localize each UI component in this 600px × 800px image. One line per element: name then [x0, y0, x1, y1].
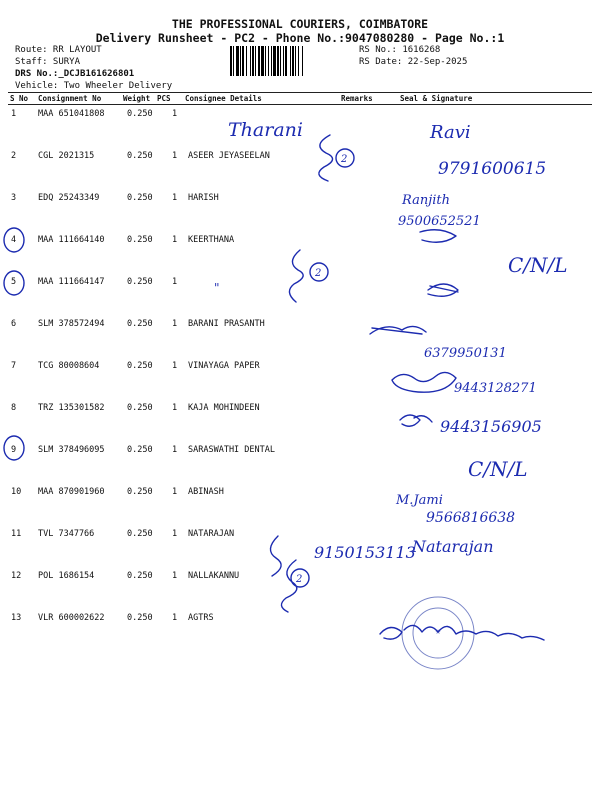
row-consignment: MAA 111664140 [38, 235, 105, 245]
row-sno: 13 [11, 613, 22, 623]
row-consignment: TRZ 135301582 [38, 403, 105, 413]
handwritten-phone-row6: 6379950131 [424, 346, 507, 361]
handwritten-phone-row11: 9150153113 [314, 543, 416, 562]
table-row [0, 235, 600, 276]
handwritten-signature-row3: Ranjith [402, 193, 450, 208]
col-consignment: Consignment No [38, 94, 102, 103]
row-pcs: 1 [172, 361, 178, 371]
handwritten-remark-row4: C/N/L [508, 253, 568, 277]
rs-number: RS No.: 1616268 [359, 45, 441, 55]
route-label: Route: RR LAYOUT [15, 45, 102, 55]
row-consignee: BARANI PRASANTH [188, 319, 265, 329]
col-weight: Weight [123, 94, 151, 103]
row-sno: 5 [11, 277, 17, 287]
row-weight: 0.250 [127, 109, 153, 119]
handwritten-phone-row10: 9566816638 [426, 510, 516, 526]
row-sno: 12 [11, 571, 22, 581]
col-seal-signature: Seal & Signature [400, 94, 473, 103]
row-consignee: SARASWATHI DENTAL [188, 445, 275, 455]
rs-date: RS Date: 22-Sep-2025 [359, 57, 468, 67]
col-consignee: Consignee Details [185, 94, 262, 103]
row-pcs: 1 [172, 109, 178, 119]
handwritten-phone-row2: 9791600615 [438, 159, 547, 179]
row-pcs: 1 [172, 487, 178, 497]
table-row [0, 445, 600, 486]
row-consignment: MAA 111664147 [38, 277, 105, 287]
row-sno: 4 [11, 235, 17, 245]
row-pcs: 1 [172, 151, 178, 161]
row-weight: 0.250 [127, 487, 153, 497]
handwritten-name-row1: Tharani [228, 119, 303, 141]
handwritten-phone-row7: 9443128271 [454, 381, 537, 396]
drs-number: DRS No.:_DCJB161626801 [15, 69, 135, 79]
table-row [0, 403, 600, 444]
row-consignment: MAA 870901960 [38, 487, 105, 497]
row-pcs: 1 [172, 235, 178, 245]
row-pcs: 1 [172, 445, 178, 455]
table-row [0, 193, 600, 234]
row-consignee: HARISH [188, 193, 219, 203]
row-consignment: SLM 378572494 [38, 319, 105, 329]
row-weight: 0.250 [127, 361, 153, 371]
svg-text:2: 2 [341, 154, 348, 165]
row-sno: 11 [11, 529, 22, 539]
barcode [230, 46, 354, 76]
row-sno: 3 [11, 193, 17, 203]
handwritten-signature-row10: M.Jami [396, 493, 443, 508]
row-weight: 0.250 [127, 403, 153, 413]
row-sno: 8 [11, 403, 17, 413]
handwritten-signature-row11: Natarajan [412, 537, 494, 556]
row-consignment: CGL 2021315 [38, 151, 95, 161]
row-pcs: 1 [172, 277, 178, 287]
row-consignment: VLR 600002622 [38, 613, 105, 623]
svg-text:2: 2 [296, 574, 303, 585]
handwritten-mark-row5: " [214, 281, 220, 295]
row-pcs: 1 [172, 571, 178, 581]
row-sno: 7 [11, 361, 17, 371]
row-consignment: TCG 80008604 [38, 361, 100, 371]
row-weight: 0.250 [127, 571, 153, 581]
company-title: THE PROFESSIONAL COURIERS, COIMBATORE [171, 17, 429, 31]
header-rule-bottom [8, 104, 592, 105]
header-rule-top [8, 92, 592, 93]
row-consignee: AGTRS [188, 613, 214, 623]
row-consignee: NATARAJAN [188, 529, 235, 539]
row-pcs: 1 [172, 529, 178, 539]
table-row [0, 361, 600, 402]
row-weight: 0.250 [127, 529, 153, 539]
col-remarks: Remarks [341, 94, 373, 103]
table-row [0, 319, 600, 360]
row-consignment: TVL 7347766 [38, 529, 95, 539]
row-pcs: 1 [172, 319, 178, 329]
row-consignment: MAA 651041808 [38, 109, 105, 119]
col-pcs: PCS [157, 94, 171, 103]
row-consignee: KEERTHANA [188, 235, 235, 245]
handwritten-phone-row8: 9443156905 [440, 417, 542, 436]
row-consignment: SLM 378496095 [38, 445, 105, 455]
row-weight: 0.250 [127, 319, 153, 329]
table-row [0, 109, 600, 150]
row-sno: 10 [11, 487, 22, 497]
row-pcs: 1 [172, 403, 178, 413]
table-row [0, 487, 600, 528]
table-row [0, 613, 600, 654]
row-pcs: 1 [172, 193, 178, 203]
svg-text:2: 2 [315, 268, 322, 279]
row-weight: 0.250 [127, 613, 153, 623]
row-consignment: POL 1686154 [38, 571, 95, 581]
row-sno: 6 [11, 319, 17, 329]
staff-label: Staff: SURYA [15, 57, 81, 67]
row-consignee: KAJA MOHINDEEN [188, 403, 260, 413]
row-weight: 0.250 [127, 445, 153, 455]
row-consignee: ABINASH [188, 487, 224, 497]
handwritten-phone-row3: 9500652521 [398, 214, 481, 229]
row-consignee: NALLAKANNU [188, 571, 240, 581]
row-sno: 1 [11, 109, 17, 119]
handwritten-remark-row9: C/N/L [468, 457, 528, 481]
row-sno: 2 [11, 151, 17, 161]
row-weight: 0.250 [127, 193, 153, 203]
row-consignee: ASEER JEYASEELAN [188, 151, 270, 161]
row-consignee: VINAYAGA PAPER [188, 361, 260, 371]
row-consignment: EDQ 25243349 [38, 193, 100, 203]
svg-text:★: ★ [434, 628, 442, 636]
runsheet-subtitle: Delivery Runsheet - PC2 - Phone No.:9047080280 - Page No.:1 [95, 31, 505, 45]
row-weight: 0.250 [127, 235, 153, 245]
col-sno: S No [10, 94, 29, 103]
handwritten-signature-row1: Ravi [430, 122, 471, 143]
table-row [0, 571, 600, 612]
vehicle-label: Vehicle: Two Wheeler Delivery [15, 81, 173, 91]
row-weight: 0.250 [127, 277, 153, 287]
table-row [0, 277, 600, 318]
table-row [0, 529, 600, 570]
table-row [0, 151, 600, 192]
row-weight: 0.250 [127, 151, 153, 161]
row-pcs: 1 [172, 613, 178, 623]
row-sno: 9 [11, 445, 17, 455]
